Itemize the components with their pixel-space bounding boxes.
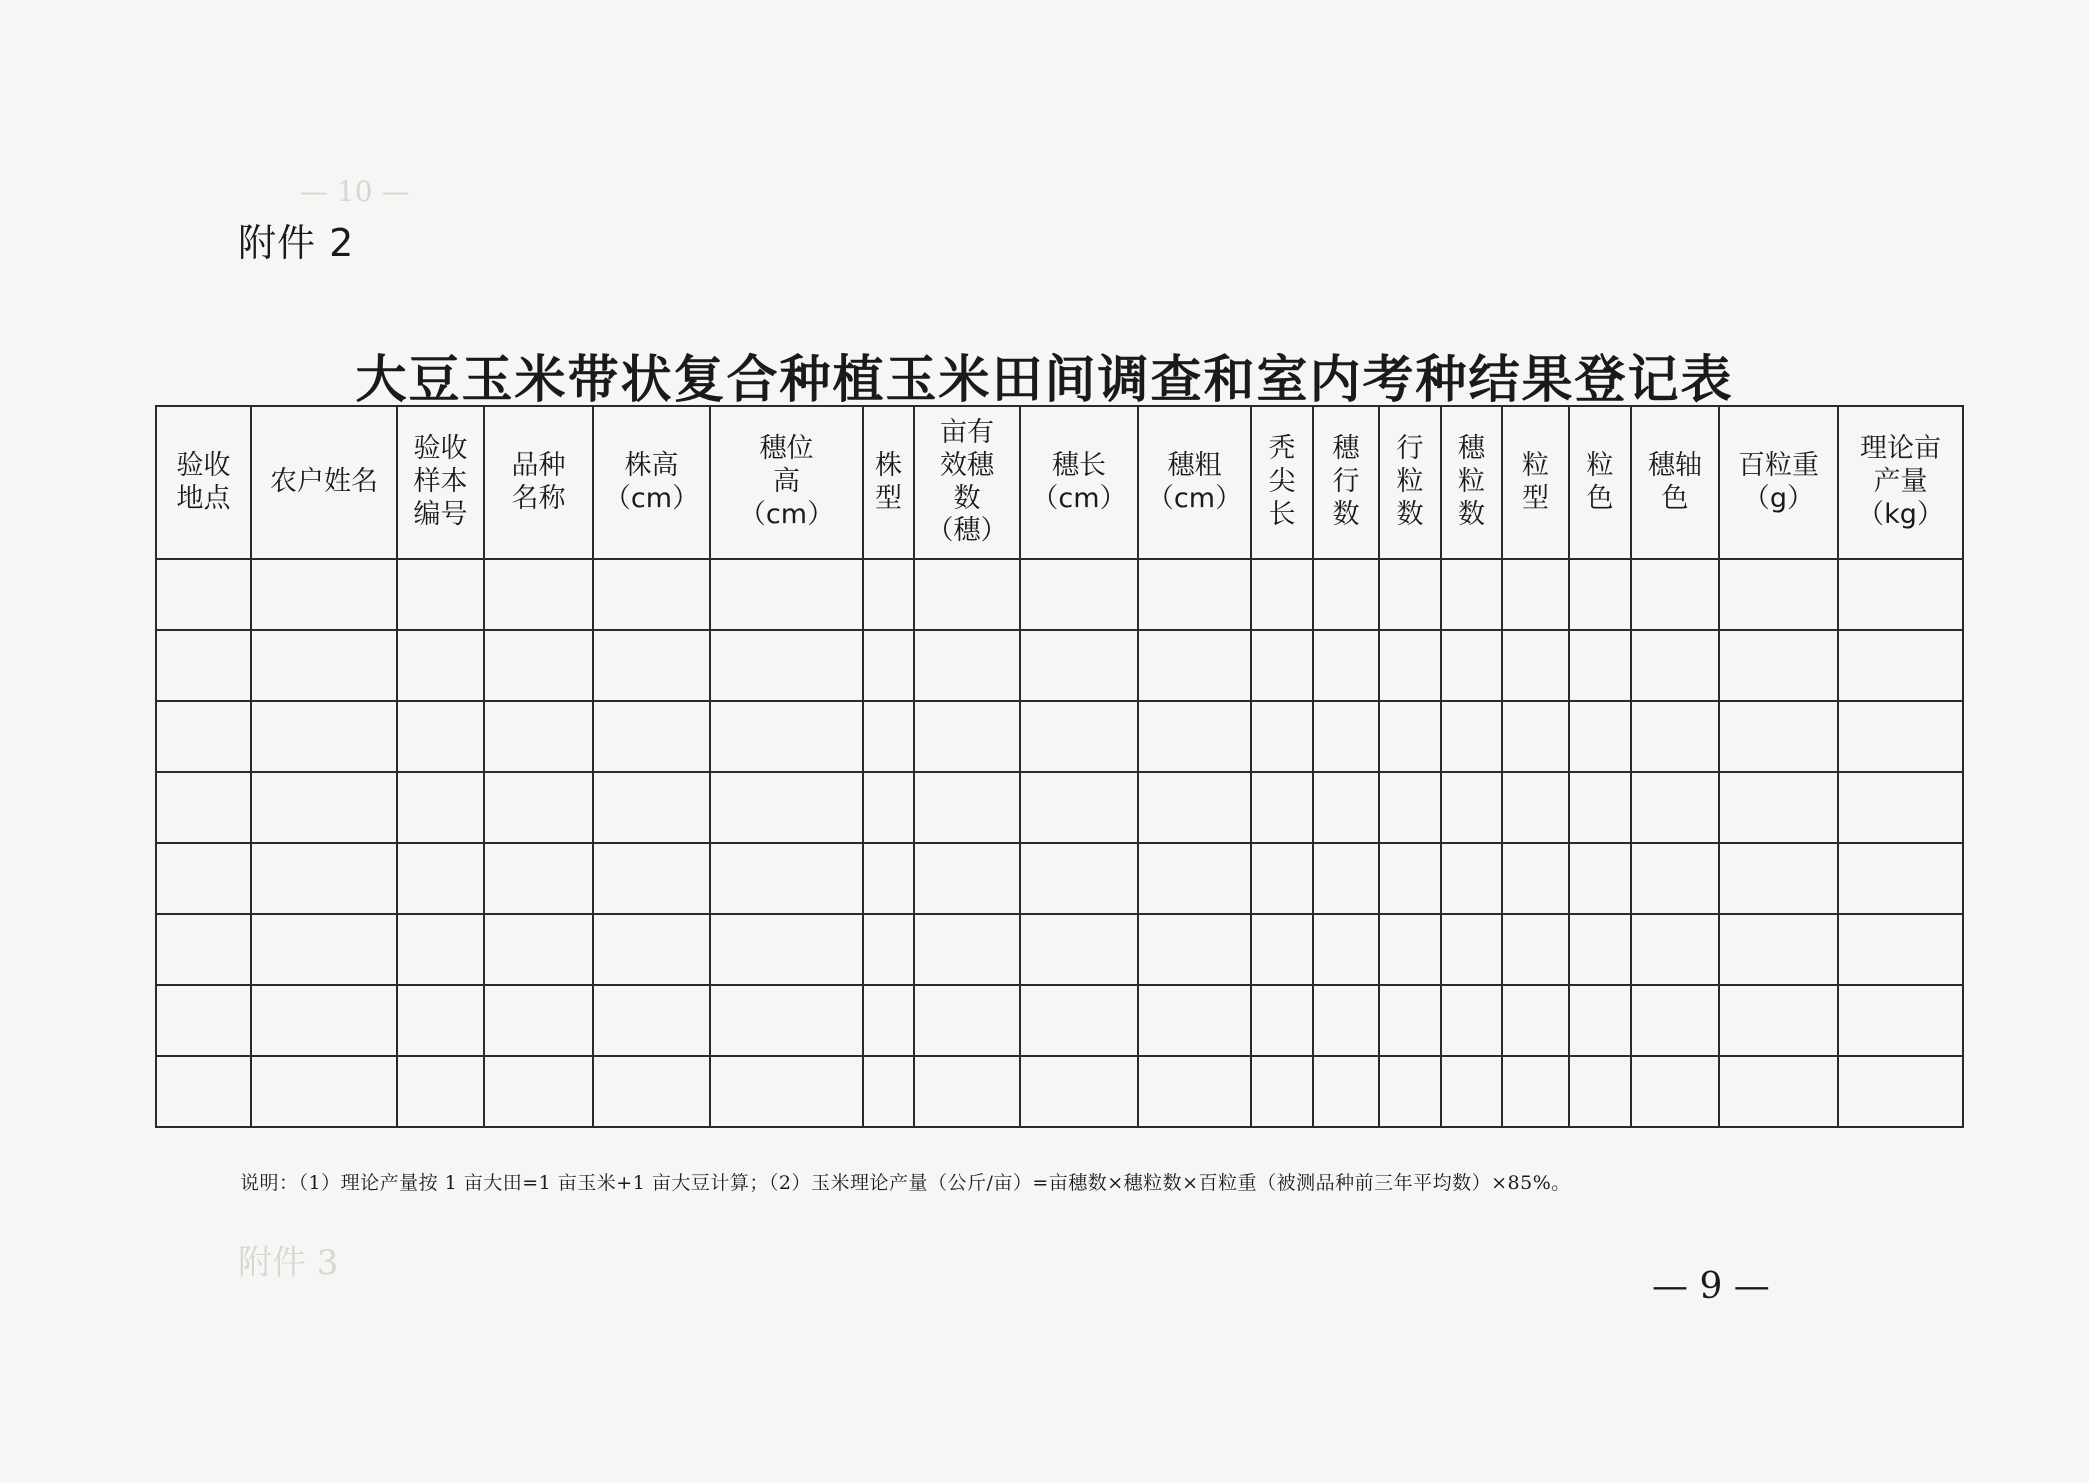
table-cell	[1569, 630, 1631, 701]
table-cell	[593, 772, 710, 843]
table-cell	[914, 559, 1020, 630]
table-cell	[1251, 914, 1313, 985]
table-cell	[251, 772, 397, 843]
table-cell	[1379, 843, 1441, 914]
table-cell	[156, 701, 251, 772]
table-cell	[156, 914, 251, 985]
table-cell	[1502, 1056, 1569, 1127]
table-cell	[863, 630, 914, 701]
table-cell	[1313, 914, 1379, 985]
table-cell	[1502, 559, 1569, 630]
table-cell	[1313, 701, 1379, 772]
table-cell	[710, 701, 863, 772]
table-cell	[914, 843, 1020, 914]
table-cell	[1313, 843, 1379, 914]
table-cell	[1251, 559, 1313, 630]
table-cell	[1441, 914, 1502, 985]
table-cell	[1719, 985, 1838, 1056]
table-cell	[1631, 772, 1719, 843]
column-header-label: 理论亩 产量 （kg）	[1857, 433, 1944, 530]
table-cell	[251, 843, 397, 914]
column-header-label: 穗粗 （cm）	[1146, 449, 1243, 514]
table-cell	[1838, 914, 1963, 985]
table-cell	[156, 1056, 251, 1127]
attachment-label: 附件 2	[238, 221, 355, 265]
table-cell	[1838, 772, 1963, 843]
table-cell	[1020, 630, 1138, 701]
table-cell	[484, 1056, 593, 1127]
table-cell	[1569, 914, 1631, 985]
table-cell	[397, 701, 484, 772]
column-header	[1631, 406, 1719, 559]
column-header	[1569, 406, 1631, 559]
column-header	[710, 406, 863, 559]
table-cell	[1251, 630, 1313, 701]
table-cell	[1020, 914, 1138, 985]
column-header-label: 穗 行 数	[1332, 433, 1360, 530]
table-cell	[710, 772, 863, 843]
table-row	[156, 772, 1963, 843]
table-cell	[1138, 914, 1251, 985]
page-number: — 9 —	[1652, 1266, 1770, 1307]
column-header-label: 百粒重 （g）	[1738, 449, 1819, 514]
table-cell	[710, 985, 863, 1056]
table-cell	[1719, 701, 1838, 772]
column-header-label: 亩有 效穗 数 （穗）	[926, 416, 1008, 547]
table-cell	[484, 559, 593, 630]
table-cell	[156, 630, 251, 701]
table-cell	[1838, 1056, 1963, 1127]
table-cell	[156, 985, 251, 1056]
table-cell	[1631, 843, 1719, 914]
table-cell	[710, 1056, 863, 1127]
table-cell	[1838, 843, 1963, 914]
column-header	[397, 406, 484, 559]
table-cell	[593, 914, 710, 985]
table-cell	[1138, 559, 1251, 630]
table-cell	[1313, 630, 1379, 701]
table-cell	[1838, 559, 1963, 630]
table-cell	[251, 1056, 397, 1127]
table-cell	[484, 843, 593, 914]
table-cell	[914, 985, 1020, 1056]
column-header	[593, 406, 710, 559]
table-row	[156, 630, 1963, 701]
table-cell	[1838, 985, 1963, 1056]
column-header	[484, 406, 593, 559]
table-cell	[484, 772, 593, 843]
table-cell	[593, 843, 710, 914]
table-cell	[914, 1056, 1020, 1127]
table-cell	[1251, 985, 1313, 1056]
column-header	[863, 406, 914, 559]
table-cell	[251, 630, 397, 701]
table-cell	[251, 559, 397, 630]
table-cell	[1441, 559, 1502, 630]
table-cell	[1441, 1056, 1502, 1127]
table-cell	[1719, 772, 1838, 843]
table-cell	[1719, 630, 1838, 701]
table-cell	[710, 630, 863, 701]
table-cell	[484, 914, 593, 985]
table-cell	[397, 772, 484, 843]
table-cell	[1569, 1056, 1631, 1127]
table-cell	[1138, 701, 1251, 772]
column-header-label: 穗长 （cm）	[1031, 449, 1127, 514]
column-header	[1502, 406, 1569, 559]
table-cell	[1441, 843, 1502, 914]
table-cell	[156, 559, 251, 630]
table-cell	[251, 985, 397, 1056]
table-cell	[710, 843, 863, 914]
column-header-label: 穗 粒 数	[1458, 433, 1485, 530]
column-header-label: 农户姓名	[270, 466, 378, 498]
table-cell	[484, 701, 593, 772]
column-header-label: 验收 地点	[176, 449, 231, 514]
table-cell	[1020, 559, 1138, 630]
table-cell	[1631, 1056, 1719, 1127]
table-cell	[1569, 985, 1631, 1056]
table-cell	[593, 630, 710, 701]
table-cell	[593, 701, 710, 772]
table-cell	[1020, 701, 1138, 772]
table-body	[156, 559, 1963, 1127]
table-cell	[1719, 1056, 1838, 1127]
table-cell	[251, 701, 397, 772]
table-cell	[1502, 843, 1569, 914]
table-cell	[1441, 701, 1502, 772]
table-cell	[1379, 985, 1441, 1056]
table-cell	[1631, 701, 1719, 772]
table-cell	[1441, 772, 1502, 843]
table-cell	[1441, 985, 1502, 1056]
column-header	[1838, 406, 1963, 559]
table-cell	[1838, 701, 1963, 772]
table-cell	[1569, 701, 1631, 772]
table-cell	[1379, 701, 1441, 772]
table-cell	[484, 985, 593, 1056]
table-cell	[1379, 772, 1441, 843]
column-header	[251, 406, 397, 559]
table-cell	[1441, 630, 1502, 701]
column-header	[1251, 406, 1313, 559]
table-cell	[1251, 843, 1313, 914]
table-cell	[1502, 630, 1569, 701]
column-header-label: 穗轴 色	[1648, 449, 1702, 514]
bleed-through-mark: 附件 3	[238, 1243, 339, 1283]
column-header	[914, 406, 1020, 559]
table-row	[156, 914, 1963, 985]
table-row	[156, 559, 1963, 630]
table-cell	[1313, 559, 1379, 630]
table-cell	[397, 559, 484, 630]
table-cell	[1138, 843, 1251, 914]
table-cell	[914, 701, 1020, 772]
table-cell	[1569, 559, 1631, 630]
column-header	[156, 406, 251, 559]
table-row	[156, 1056, 1963, 1127]
column-header	[1379, 406, 1441, 559]
table-cell	[1251, 1056, 1313, 1127]
table-cell	[1251, 772, 1313, 843]
table-cell	[1719, 914, 1838, 985]
table-cell	[1569, 772, 1631, 843]
table-row	[156, 985, 1963, 1056]
table-cell	[1379, 1056, 1441, 1127]
table-cell	[1138, 1056, 1251, 1127]
table-row	[156, 843, 1963, 914]
column-header	[1441, 406, 1502, 559]
table-cell	[1569, 843, 1631, 914]
table-cell	[1631, 559, 1719, 630]
table-cell	[1138, 772, 1251, 843]
table-cell	[1020, 1056, 1138, 1127]
table-cell	[710, 914, 863, 985]
table-cell	[1631, 630, 1719, 701]
table-row	[156, 701, 1963, 772]
table-cell	[397, 914, 484, 985]
explanatory-note: 说明：（1）理论产量按 1 亩大田=1 亩玉米+1 亩大豆计算；（2）玉米理论产量（公斤/亩）=亩穗数×穗粒数×百粒重（被测品种前三年平均数）×85%。	[240, 1172, 1571, 1194]
table-cell	[156, 772, 251, 843]
table-cell	[1379, 630, 1441, 701]
table-cell	[397, 985, 484, 1056]
table-cell	[863, 985, 914, 1056]
table-cell	[863, 914, 914, 985]
table-cell	[1020, 843, 1138, 914]
bleed-through-mark: — 10 —	[300, 175, 410, 208]
column-header	[1020, 406, 1138, 559]
table-cell	[1379, 559, 1441, 630]
table-cell	[1502, 985, 1569, 1056]
column-header-label: 验收 样本 编号	[413, 433, 468, 530]
table-cell	[1251, 701, 1313, 772]
table-cell	[1631, 914, 1719, 985]
table-cell	[1313, 985, 1379, 1056]
header-row	[156, 406, 1963, 559]
table-cell	[156, 843, 251, 914]
table-cell	[484, 630, 593, 701]
table-cell	[1631, 985, 1719, 1056]
table-cell	[1138, 985, 1251, 1056]
column-header	[1313, 406, 1379, 559]
table-cell	[914, 914, 1020, 985]
form-title: 大豆玉米带状复合种植玉米田间调查和室内考种结果登记表	[355, 350, 1734, 410]
table-cell	[1138, 630, 1251, 701]
table-cell	[863, 772, 914, 843]
column-header-label: 行 粒 数	[1396, 433, 1424, 530]
column-header-label: 品种 名称	[511, 449, 566, 514]
table-cell	[593, 1056, 710, 1127]
table-cell	[1020, 772, 1138, 843]
table-cell	[863, 843, 914, 914]
column-header-label: 粒 型	[1522, 449, 1549, 514]
column-header-label: 株 型	[875, 449, 902, 514]
table-cell	[1719, 559, 1838, 630]
table-cell	[397, 843, 484, 914]
column-header	[1138, 406, 1251, 559]
registration-table	[155, 405, 1964, 1128]
table-cell	[593, 985, 710, 1056]
table-cell	[1313, 772, 1379, 843]
column-header-label: 粒 色	[1586, 449, 1614, 514]
table-cell	[1838, 630, 1963, 701]
table-cell	[397, 630, 484, 701]
table-cell	[1719, 843, 1838, 914]
table-cell	[863, 701, 914, 772]
table-cell	[251, 914, 397, 985]
column-header-label: 秃 尖 长	[1268, 433, 1296, 530]
column-header	[1719, 406, 1838, 559]
table-cell	[1502, 914, 1569, 985]
table-cell	[1020, 985, 1138, 1056]
table-cell	[863, 559, 914, 630]
table-cell	[1313, 1056, 1379, 1127]
table-cell	[1502, 701, 1569, 772]
table-cell	[397, 1056, 484, 1127]
column-header-label: 株高 （cm）	[603, 449, 700, 514]
table-cell	[863, 1056, 914, 1127]
table-cell	[710, 559, 863, 630]
table-cell	[914, 772, 1020, 843]
table-cell	[914, 630, 1020, 701]
table-cell	[1379, 914, 1441, 985]
table-cell	[1502, 772, 1569, 843]
column-header-label: 穗位 高 （cm）	[738, 433, 835, 530]
table-cell	[593, 559, 710, 630]
